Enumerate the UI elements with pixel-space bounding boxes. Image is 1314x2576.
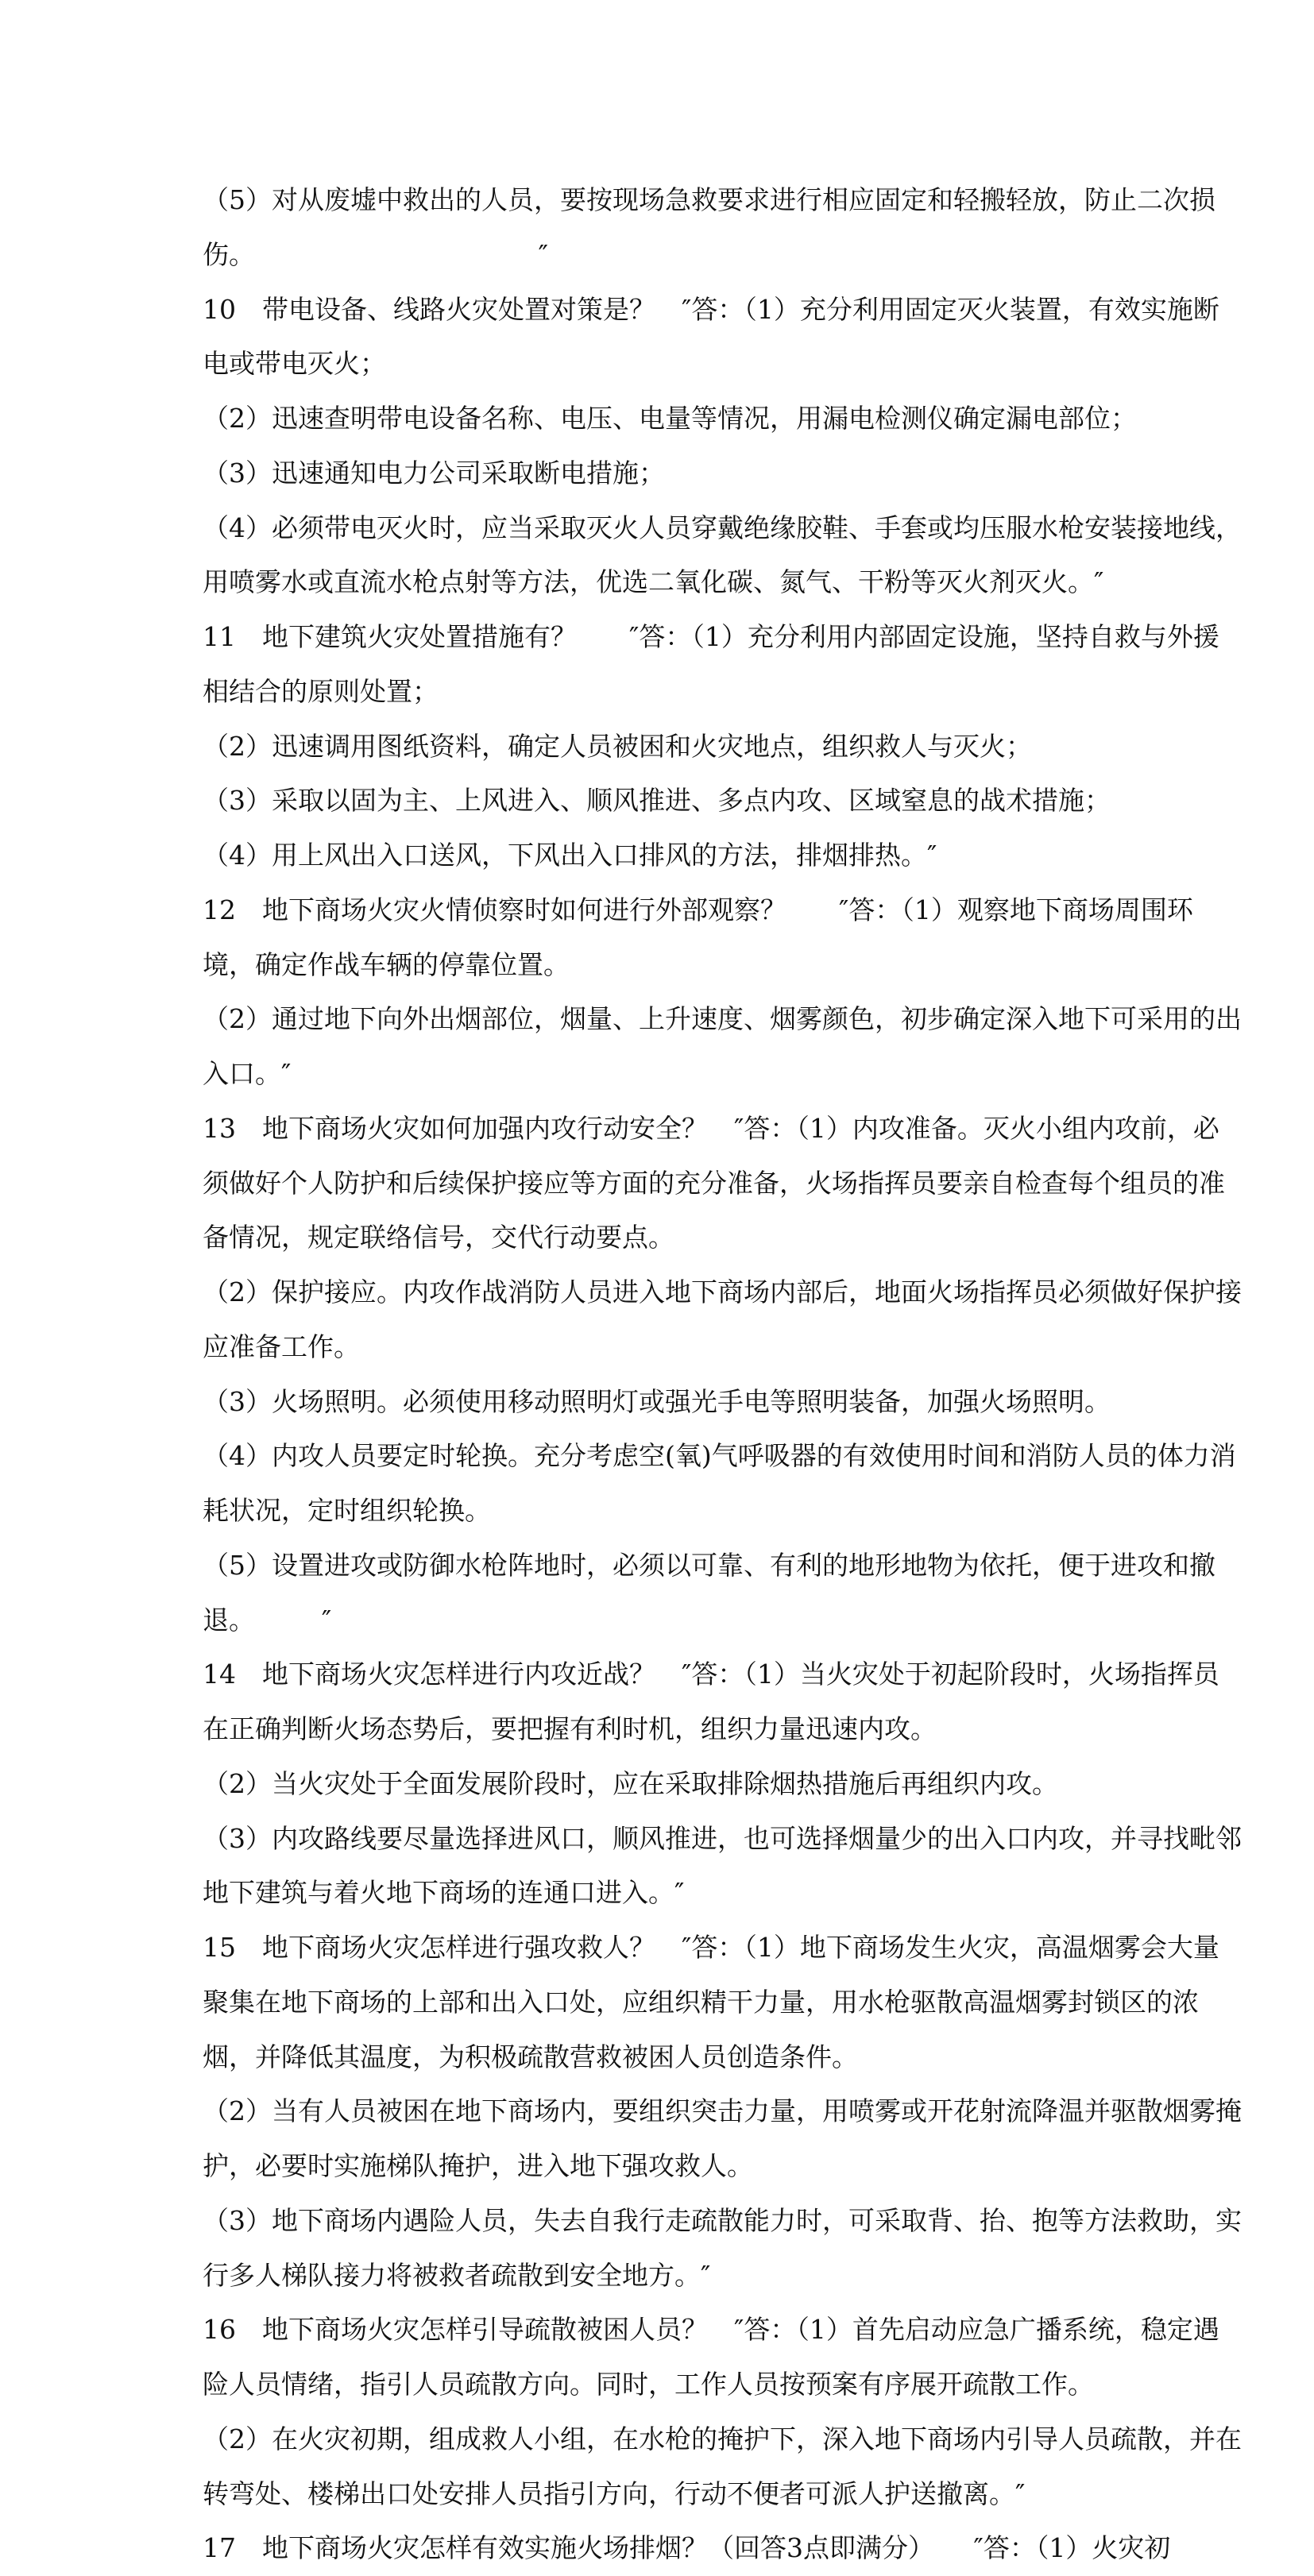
text-line: 聚集在地下商场的上部和出入口处，应组织精干力量，用水枪驱散高温烟雾封锁区的浓 bbox=[203, 1986, 1199, 2018]
text-line: 14 地下商场火灾怎样进行内攻近战？ ″答：（1）当火灾处于初起阶段时，火场指挥员 bbox=[203, 1659, 1219, 1690]
text-line: 地下建筑与着火地下商场的连通口进入。″ bbox=[203, 1877, 685, 1909]
text-line: 境，确定作战车辆的停靠位置。 bbox=[203, 948, 570, 980]
text-line: 退。 ″ bbox=[203, 1604, 332, 1636]
text-line: （5）设置进攻或防御水枪阵地时，必须以可靠、有利的地形地物为依托，便于进攻和撤 bbox=[203, 1549, 1215, 1581]
document-body bbox=[203, 173, 1242, 2576]
text-line: 应准备工作。 bbox=[203, 1330, 360, 1362]
text-line: （5）对从废墟中救出的人员，要按现场急救要求进行相应固定和轻搬轻放，防止二次损 bbox=[203, 184, 1215, 215]
text-line: （4）用上风出入口送风，下风出入口排风的方法，排烟排热。″ bbox=[203, 840, 937, 871]
text-line: 险人员情绪，指引人员疏散方向。同时，工作人员按预案有序展开疏散工作。 bbox=[203, 2369, 1094, 2400]
text-line: 13 地下商场火灾如何加强内攻行动安全？ ″答：（1）内攻准备。灭火小组内攻前，必 bbox=[203, 1112, 1219, 1144]
text-line: 烟，并降低其温度，为积极疏散营救被困人员创造条件。 bbox=[203, 2041, 858, 2072]
text-line: 16 地下商场火灾怎样引导疏散被困人员？ ″答：（1）首先启动应急广播系统，稳定遇 bbox=[203, 2314, 1219, 2346]
text-line: （2）迅速调用图纸资料，确定人员被困和火灾地点，组织救人与灭火； bbox=[203, 730, 1032, 762]
text-line: 17 地下商场火灾怎样有效实施火场排烟？（回答3点即满分） ″答：（1）火灾初 bbox=[203, 2532, 1171, 2564]
text-line: （3）采取以固为主、上风进入、顺风推进、多点内攻、区域窒息的战术措施； bbox=[203, 785, 1111, 817]
text-line: （4）必须带电灭火时，应当采取灭火人员穿戴绝缘胶鞋、手套或均压服水枪安装接地线， bbox=[203, 512, 1242, 543]
text-line: （2）当火灾处于全面发展阶段时，应在采取排除烟热措施后再组织内攻。 bbox=[203, 1767, 1058, 1799]
text-line: 伤。 ″ bbox=[203, 238, 548, 270]
text-line: 耗状况，定时组织轮换。 bbox=[203, 1495, 491, 1526]
text-line: 相结合的原则处置； bbox=[203, 675, 439, 707]
text-line: 护，必要时实施梯队掩护，进入地下强攻救人。 bbox=[203, 2150, 753, 2181]
text-line: 入口。″ bbox=[203, 1058, 292, 1089]
text-line: 电或带电灭火； bbox=[203, 348, 386, 380]
text-line: 行多人梯队接力将被救者疏散到安全地方。″ bbox=[203, 2259, 711, 2291]
text-line: （2）迅速查明带电设备名称、电压、电量等情况，用漏电检测仪确定漏电部位； bbox=[203, 403, 1137, 434]
text-line: 11 地下建筑火灾处置措施有？ ″答：（1）充分利用内部固定设施，坚持自救与外援 bbox=[203, 621, 1219, 652]
text-line: 15 地下商场火灾怎样进行强攻救人？ ″答：（1）地下商场发生火灾，高温烟雾会大量 bbox=[203, 1932, 1219, 1963]
text-line: 须做好个人防护和后续保护接应等方面的充分准备，火场指挥员要亲自检查每个组员的准 bbox=[203, 1167, 1225, 1199]
text-line: （2）保护接应。内攻作战消防人员进入地下商场内部后，地面火场指挥员必须做好保护接 bbox=[203, 1276, 1242, 1307]
text-line: （3）迅速通知电力公司采取断电措施； bbox=[203, 457, 665, 489]
text-line: （3）火场照明。必须使用移动照明灯或强光手电等照明装备，加强火场照明。 bbox=[203, 1385, 1111, 1417]
text-line: 10 带电设备、线路火灾处置对策是？ ″答：（1）充分利用固定灭火装置，有效实施断 bbox=[203, 293, 1219, 325]
text-line: 在正确判断火场态势后，要把握有利时机，组织力量迅速内攻。 bbox=[203, 1713, 937, 1744]
text-line: （3）内攻路线要尽量选择进风口，顺风推进，也可选择烟量少的出入口内攻，并寻找毗邻 bbox=[203, 1822, 1242, 1854]
text-line: （3）地下商场内遇险人员，失去自我行走疏散能力时，可采取背、抬、抱等方法救助，实 bbox=[203, 2204, 1242, 2236]
text-line: （4）内攻人员要定时轮换。充分考虑空(氧)气呼吸器的有效使用时间和消防人员的体力消 bbox=[203, 1440, 1236, 1472]
text-line: （2）当有人员被困在地下商场内，要组织突击力量，用喷雾或开花射流降温并驱散烟雾掩 bbox=[203, 2095, 1242, 2127]
text-line: （2）在火灾初期，组成救人小组，在水枪的掩护下，深入地下商场内引导人员疏散，并在 bbox=[203, 2423, 1242, 2454]
text-line: 12 地下商场火灾火情侦察时如何进行外部观察？ ″答：（1）观察地下商场周围环 bbox=[203, 894, 1193, 925]
text-line: 用喷雾水或直流水枪点射等方法，优选二氧化碳、氮气、干粉等灭火剂灭火。″ bbox=[203, 566, 1104, 598]
text-line: 转弯处、楼梯出口处安排人员指引方向，行动不便者可派人护送撤离。″ bbox=[203, 2478, 1026, 2509]
text-line: 备情况，规定联络信号，交代行动要点。 bbox=[203, 1222, 674, 1253]
text-line: （2）通过地下向外出烟部位，烟量、上升速度、烟雾颜色，初步确定深入地下可采用的出 bbox=[203, 1003, 1242, 1035]
